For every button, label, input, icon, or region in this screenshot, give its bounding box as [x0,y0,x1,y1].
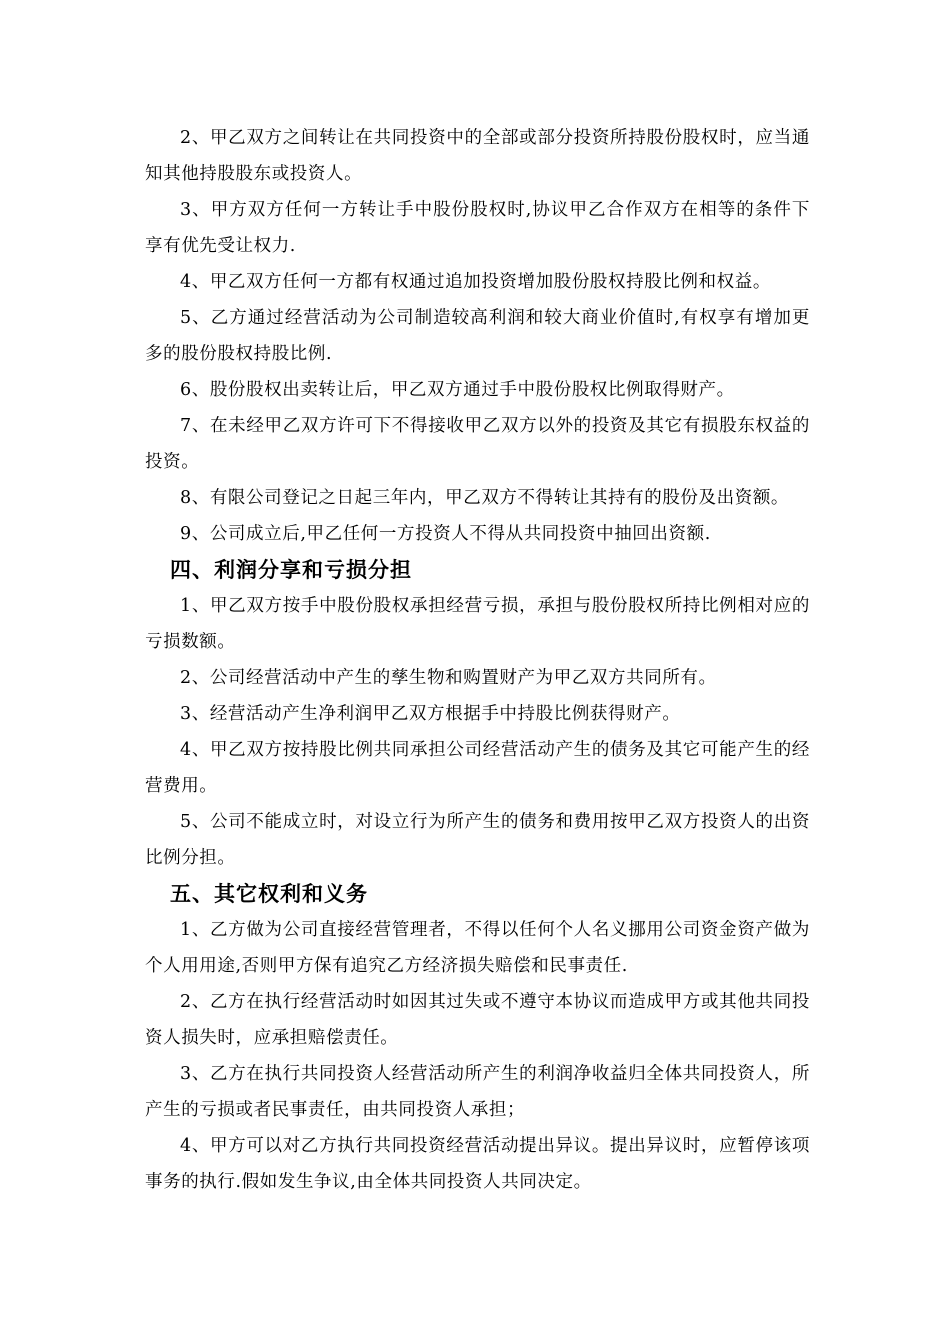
clause-3-9: 9、公司成立后,甲乙任何一方投资人不得从共同投资中抽回出资额. [180,524,711,544]
clause-4-3: 3、经营活动产生净利润甲乙双方根据手中持股比例获得财产。 [180,704,681,724]
document-page [145,120,810,1200]
clause-4-1: 1、甲乙双方按手中股份股权承担经营亏损，承担与股份股权所持比例相对应的亏损数额。 [145,596,810,652]
clause-5-4: 4、甲方可以对乙方执行共同投资经营活动提出异议。提出异议时，应暂停该项事务的执行.假如发生争议,由全体共同投资人共同决定。 [145,1136,810,1192]
clause-5-1: 1、乙方做为公司直接经营管理者，不得以任何个人名义挪用公司资金资产做为个人用用途,否则甲方保有追究乙方经济损失赔偿和民事责任. [145,920,810,976]
clause-3-2: 2、甲乙双方之间转让在共同投资中的全部或部分投资所持股份股权时，应当通知其他持股股东或投资人。 [145,128,810,184]
clause-5-2: 2、乙方在执行经营活动时如因其过失或不遵守本协议而造成甲方或其他共同投资人损失时，应承担赔偿责任。 [145,992,810,1048]
section-4-heading: 四、利润分享和亏损分担 [170,558,412,582]
section-5-heading: 五、其它权利和义务 [170,882,368,906]
clause-3-5: 5、乙方通过经营活动为公司制造较高利润和较大商业价值时,有权享有增加更多的股份股权持股比例. [145,308,810,364]
clause-4-5: 5、公司不能成立时，对设立行为所产生的债务和费用按甲乙双方投资人的出资比例分担。 [145,812,810,868]
clause-4-2: 2、公司经营活动中产生的孳生物和购置财产为甲乙双方共同所有。 [180,668,717,688]
clause-3-4: 4、甲乙双方任何一方都有权通过追加投资增加股份股权持股比例和权益。 [180,272,771,292]
clause-4-4: 4、甲乙双方按持股比例共同承担公司经营活动产生的债务及其它可能产生的经营费用。 [145,740,810,796]
clause-3-7: 7、在未经甲乙双方许可下不得接收甲乙双方以外的投资及其它有损股东权益的投资。 [145,416,810,472]
clause-3-3: 3、甲方双方任何一方转让手中股份股权时,协议甲乙合作双方在相等的条件下享有优先受让权力. [145,200,810,256]
clause-3-8: 8、有限公司登记之日起三年内，甲乙双方不得转让其持有的股份及出资额。 [180,488,790,508]
clause-5-3: 3、乙方在执行共同投资人经营活动所产生的利润净收益归全体共同投资人，所产生的亏损或者民事责任，由共同投资人承担； [145,1064,810,1120]
clause-3-6: 6、股份股权出卖转让后，甲乙双方通过手中股份股权比例取得财产。 [180,380,735,400]
